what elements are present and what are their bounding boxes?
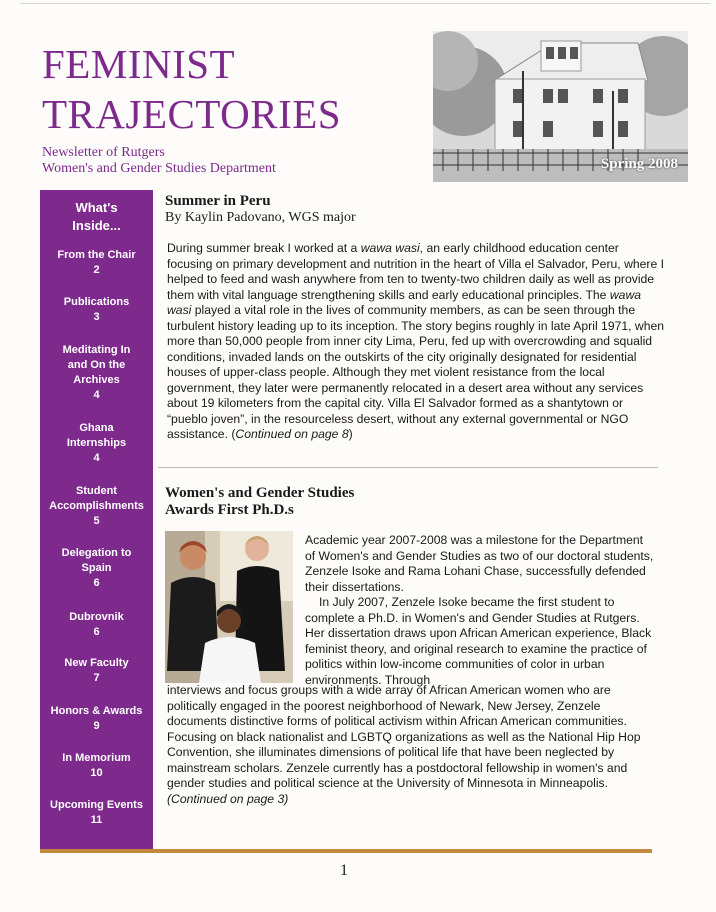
toc-item-page: 2 xyxy=(93,264,100,276)
continued-link[interactable]: (Continued on page 3) xyxy=(167,791,289,806)
body-text-italic: wawa wasi xyxy=(360,241,420,255)
issue-season-label: Spring 2008 xyxy=(600,156,678,172)
toc-item-page: 7 xyxy=(93,672,100,684)
toc-item-ghana-internships[interactable] xyxy=(40,421,153,466)
toc-item-page: 3 xyxy=(93,311,100,323)
graduates-photo xyxy=(165,531,293,683)
continued-link[interactable]: Continued on page 8 xyxy=(235,427,349,441)
body-text: played a vital role in the lives of community members, as can be seen through the turbulent history leading up to its inception. The story begins roughly in late April 1971, when more than 50,000 people from inner city Lima, Peru, fed up with overcrowding and squalid conditions, invaded lands on the outskirts of the city originally designated for residential houses of upper-class people. Although they met violent resistance from the local government, they later were permanently relocated in a desert area without any services about 19 kilometers from the capital city. Villa El Salvador formed as a shantytown or “pueblo joven”, in the resourceless desert, without any external governmental or NGO assistance. ( xyxy=(167,303,665,441)
toc-item-label: Student xyxy=(76,485,117,497)
body-text-italic: wawa wasi xyxy=(167,287,642,317)
body-text: interviews and focus groups with a wide array of African American women who are politically engaged in the poorest neighborhood of Newark, New Jersey, Zenzele documents distinctive forms of political activism within African American communities. Focusing on black nationalist and LGBTQ organizations as well as the National Hip Hop Convention, she illuminates dimensions of political life that have been neglected by mainstream scholars. Zenzele currently has a postdoctoral fellowship in women's and gender studies and political science at the University of Minnesota in Minneapolis. xyxy=(167,683,641,790)
article1-byline: By Kaylin Padovano, WGS major xyxy=(165,210,356,225)
toc-item-label: New Faculty xyxy=(64,657,129,669)
toc-item-student-accomplishments[interactable] xyxy=(40,484,153,529)
toc-item-page: 11 xyxy=(90,814,103,826)
toc-item-new-faculty[interactable] xyxy=(40,656,153,686)
toc-item-meditating-archives[interactable] xyxy=(40,343,153,403)
article1-headline: Summer in Peru xyxy=(165,193,271,209)
toc-item-page: 6 xyxy=(93,577,100,589)
toc-item-label: Spain xyxy=(81,562,112,574)
toc-item-label: In Memorium xyxy=(62,752,131,764)
newsletter-subtitle-line2: Women's and Gender Studies Department xyxy=(42,161,276,176)
article2-headline-line2: Awards First Ph.D.s xyxy=(165,502,294,518)
toc-item-page: 6 xyxy=(93,626,100,638)
newsletter-subtitle-line1: Newsletter of Rutgers xyxy=(42,145,165,160)
article2-paragraph1: Academic year 2007-2008 was a milestone for the Department of Women's and Gender Studies as two of our doctoral students, Zenzele Isoke and Rama Lohani Chase, successfully defended their dissertations. xyxy=(305,533,654,594)
toc-item-label: Honors & Awards xyxy=(50,705,143,717)
toc-item-page: 4 xyxy=(93,452,100,464)
toc-item-label: Upcoming Events xyxy=(50,799,143,811)
toc-item-label: Archives xyxy=(73,374,120,386)
body-text: ) xyxy=(348,427,353,441)
toc-item-label: Accomplishments xyxy=(49,500,144,512)
article2-headline-line1: Women's and Gender Studies xyxy=(165,485,355,501)
toc-item-label: From the Chair xyxy=(57,249,136,261)
article1-body xyxy=(167,241,667,443)
toc-item-upcoming-events[interactable] xyxy=(40,798,153,828)
toc-item-delegation-spain[interactable] xyxy=(40,546,153,591)
sidebar-heading xyxy=(40,199,153,235)
graduates-illustration xyxy=(165,531,293,683)
toc-item-label: Delegation to xyxy=(61,547,132,559)
footer-rule xyxy=(40,849,652,853)
toc-item-from-the-chair[interactable] xyxy=(40,248,153,278)
toc-item-label: Internships xyxy=(66,437,127,449)
toc-item-page: 9 xyxy=(93,720,100,732)
toc-item-page: 5 xyxy=(93,515,100,527)
body-text: , an early childhood education center focusing on primary development and nutrition in the heart of Villa el Salvador, Peru, where I helped to feed and wash anywhere from ten to twenty-two children daily as well as provide them with vital language strengthening skills and early educational principles. The xyxy=(167,241,665,302)
toc-item-page: 10 xyxy=(90,767,103,779)
toc-item-label: and On the xyxy=(67,359,126,371)
toc-item-label: Publications xyxy=(63,296,130,308)
toc-item-honors-awards[interactable] xyxy=(40,704,153,734)
page-number: 1 xyxy=(340,862,348,879)
toc-item-label: Dubrovnik xyxy=(69,611,124,623)
sidebar-heading-line1: What's xyxy=(75,200,118,215)
article2-paragraph2-continued xyxy=(167,683,662,807)
article2-paragraph2-start: In July 2007, Zenzele Isoke became the first student to complete a Ph.D. in Women's and Gender Studies at Rutgers. Her dissertation draws upon African American experience, Black feminist theory, and original research to examine the practice of politics within low-income communities of color in urban environments. Through xyxy=(305,595,652,687)
contents-sidebar xyxy=(40,190,153,850)
sidebar-heading-line2: Inside... xyxy=(72,218,121,233)
top-border-line xyxy=(20,3,710,4)
toc-item-label: Meditating In xyxy=(62,344,131,356)
article2-wrapped-text xyxy=(305,533,655,688)
article-divider xyxy=(158,467,658,468)
toc-item-publications[interactable] xyxy=(40,295,153,325)
toc-item-page: 4 xyxy=(93,389,100,401)
newsletter-title-line2: TRAJECTORIES xyxy=(42,91,342,137)
newsletter-title-line1: FEMINIST xyxy=(42,41,236,87)
toc-item-dubrovnik[interactable] xyxy=(40,610,153,640)
body-text: During summer break I worked at a xyxy=(167,241,361,255)
toc-item-in-memorium[interactable] xyxy=(40,751,153,781)
campus-building-photo xyxy=(433,31,688,182)
toc-item-label: Ghana xyxy=(79,422,114,434)
